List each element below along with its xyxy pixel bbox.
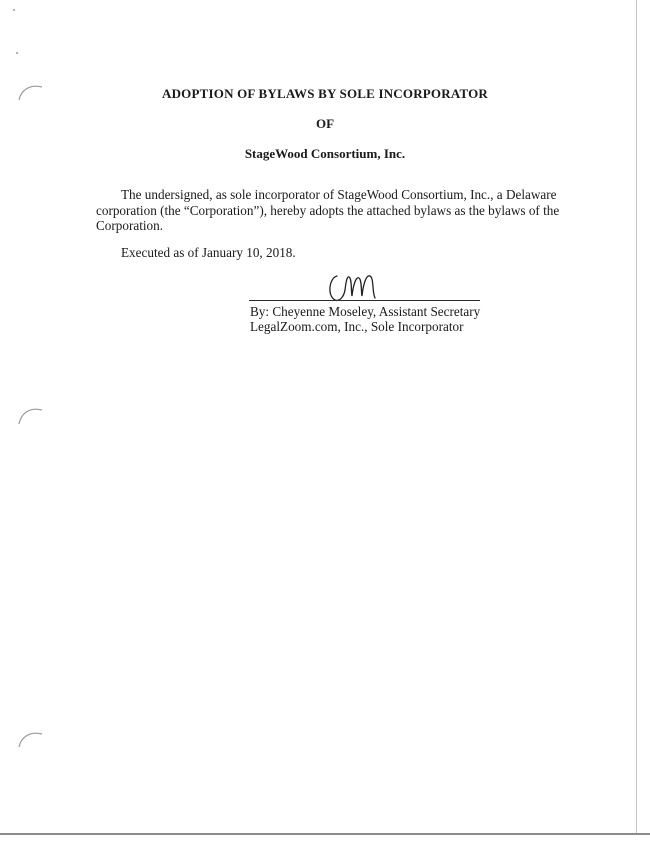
adoption-paragraph: The undersigned, as sole incorporator of StageWood Consortium, Inc., a Delaware corporation (the “Corporation”), hereby adopts the attached bylaws as the bylaws of the Corporation. <box>96 187 560 233</box>
handwritten-signature <box>325 268 395 308</box>
signatory-name: By: Cheyenne Moseley, Assistant Secretary <box>250 304 481 319</box>
company-name: StageWood Consortium, Inc. <box>244 146 406 161</box>
punch-hole-icon <box>16 725 52 755</box>
title-of: OF <box>315 116 335 131</box>
scan-speck <box>13 9 15 11</box>
page-edge-bottom <box>0 833 650 835</box>
execution-date: Executed as of January 10, 2018. <box>121 245 296 260</box>
signature-line <box>249 300 480 301</box>
scan-speck <box>16 52 18 54</box>
signatory-organization: LegalZoom.com, Inc., Sole Incorporator <box>250 319 464 334</box>
document-title: ADOPTION OF BYLAWS BY SOLE INCORPORATOR <box>162 86 488 101</box>
punch-hole-icon <box>16 400 52 430</box>
